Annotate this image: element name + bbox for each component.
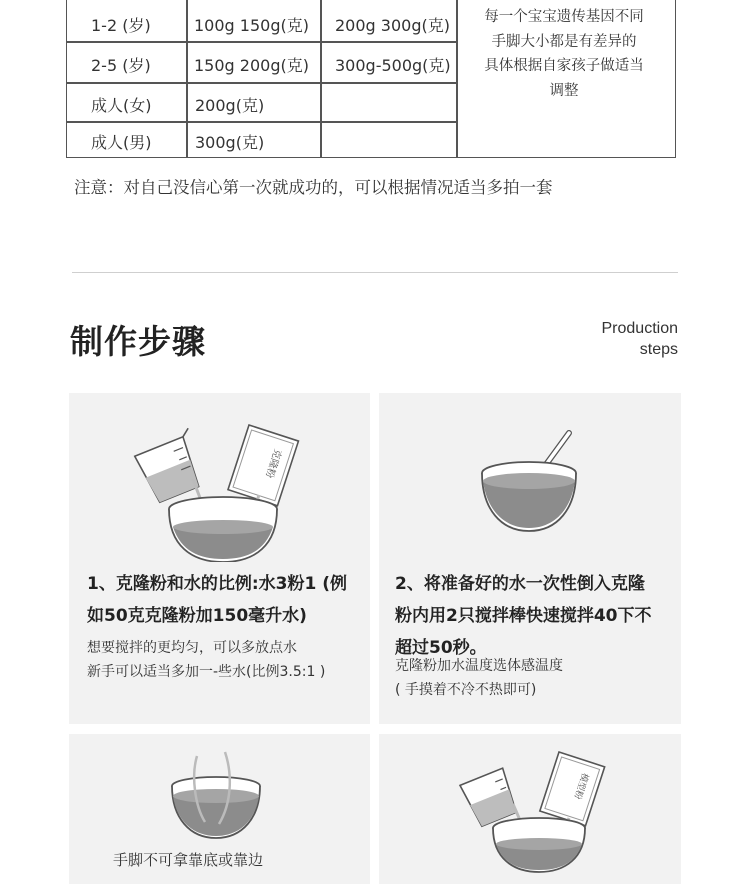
step-sub-line: ( 手摸着不冷不热即可) <box>395 682 537 698</box>
table-note-line: 手脚大小都是有差异的 <box>491 33 637 50</box>
beaker-icon <box>460 768 520 828</box>
step-title-line: 1、克隆粉和水的比例:水3粉1 (例 <box>87 574 347 594</box>
table-note-line: 具体根据自家孩子做适当 <box>484 58 644 74</box>
step-card-1 <box>69 393 370 724</box>
section-title: 制作步骤 <box>70 322 206 361</box>
packet-icon <box>228 425 298 506</box>
step-subtext <box>395 654 563 702</box>
packet-label: 模型粉 <box>571 771 590 801</box>
hand-dip-illustration <box>161 746 271 846</box>
table-cell-mold: 150g 200g(克) <box>194 56 309 75</box>
step-card-3 <box>69 734 370 884</box>
step-title-line: 2、将准备好的水一次性倒入克隆 <box>395 574 645 594</box>
table-cell-mold: 300g(克) <box>195 133 265 152</box>
table-cell-clone: 300g-500g(克) <box>335 56 451 75</box>
step-title-line: 超过50秒。 <box>395 638 487 658</box>
step-card-4 <box>379 734 681 884</box>
step-sub-line: 新手可以适当多加一-些水(比例3.5:1 ) <box>87 664 326 680</box>
bowl-icon <box>482 462 576 531</box>
step-sub-line: 想要搅拌的更均匀，可以多放点水 <box>87 640 297 656</box>
table-cell-mold: 200g(克) <box>195 96 265 115</box>
notice-text: 注意：对自己没信心第一次就成功的，可以根据情况适当多拍一套 <box>74 178 553 197</box>
section-divider <box>72 272 678 273</box>
table-cell-age: 2-5 (岁) <box>91 56 151 75</box>
step-title <box>395 568 652 664</box>
table-row-divider <box>67 121 456 123</box>
step-title-line: 粉内用2只搅拌棒快速搅拌40下不 <box>395 606 652 626</box>
table-note-line: 调整 <box>549 82 579 99</box>
table-note <box>459 5 669 103</box>
section-subtitle-line: steps <box>639 341 678 358</box>
table-col-divider <box>186 0 188 157</box>
section-subtitle-en <box>602 318 679 360</box>
table-note-line: 每一个宝宝遗传基因不同 <box>484 9 644 25</box>
table-cell-mold: 100g 150g(克) <box>194 16 309 35</box>
table-cell-age: 成人(女) <box>91 96 152 115</box>
step-sub-line: 克隆粉加水温度选体感温度 <box>395 658 563 674</box>
table-row-divider <box>67 41 456 43</box>
table-cell-age: 成人(男) <box>91 133 152 152</box>
step-title-line: 如50克克隆粉加150毫升水) <box>87 606 307 626</box>
bowl-icon <box>169 497 277 562</box>
pour-water-illustration <box>121 417 321 562</box>
table-cell-clone: 200g 300g(克) <box>335 16 450 35</box>
packet-icon <box>540 752 605 826</box>
table-row-divider <box>67 82 456 84</box>
packet-label: 克隆粉 <box>262 447 283 480</box>
pour-mold-powder-illustration <box>451 748 621 873</box>
bowl-icon <box>172 777 260 838</box>
step-subtext: 手脚不可拿靠底或靠边 <box>113 851 264 869</box>
step-card-2 <box>379 393 681 724</box>
table-col-divider <box>320 0 322 157</box>
table-col-divider <box>456 0 458 157</box>
bowl-icon <box>493 818 585 872</box>
stir-illustration <box>469 423 589 543</box>
section-subtitle-line: Production <box>601 320 678 337</box>
step-title <box>87 568 347 632</box>
table-cell-age: 1-2 (岁) <box>91 16 151 35</box>
size-table <box>66 0 676 158</box>
step-subtext <box>87 636 325 684</box>
